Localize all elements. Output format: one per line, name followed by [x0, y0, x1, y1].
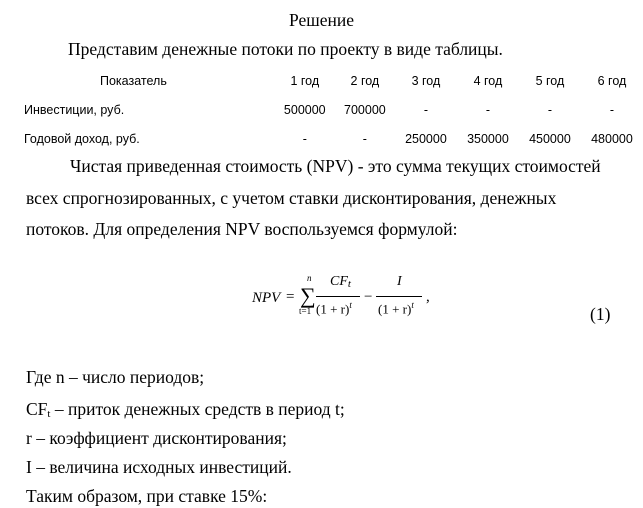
fraction1-denominator: $(1 + r)^t$ [316, 300, 352, 317]
table-cell: 350000 [467, 131, 509, 146]
sigma-icon: ∑ [300, 283, 316, 308]
table-cell: - [609, 102, 615, 117]
table-header-row [24, 66, 643, 95]
solution-heading: Решение [288, 10, 354, 30]
fraction2-bar [376, 296, 422, 297]
header-cell-year2: 2 год [350, 73, 380, 88]
formula-equals: = [286, 289, 295, 305]
def-i: I – величина исходных инвестиций. [26, 457, 292, 477]
thus-text: Таким образом, при ставке 15%: [26, 486, 268, 506]
npv-line-1: Чистая приведенная стоимость (NPV) - это сумма текущих стоимостей [70, 156, 601, 176]
npv-line-2: всех спрогнозированных, с учетом ставки дисконтирования, денежных [26, 187, 557, 208]
fraction1-bar [316, 296, 360, 297]
table-cell: 450000 [529, 131, 571, 146]
table-cell: - [362, 131, 367, 146]
equation-number: (1) [590, 304, 611, 324]
fraction2-numerator: I [397, 274, 402, 289]
npv-paragraph [26, 151, 616, 246]
header-cell-indicator: Показатель [100, 73, 167, 88]
def-cf: $CF_t$ – приток денежных средств в период t; [26, 399, 345, 420]
npv-line-3: потоков. Для определения NPV воспользуемся формулой: [26, 219, 458, 239]
cash-flow-table [24, 66, 643, 153]
header-cell-year5: 5 год [535, 73, 565, 88]
formula-comma: , [426, 289, 430, 305]
header-cell-year3: 3 год [411, 73, 441, 88]
def-r: r – коэффициент дисконтирования; [26, 428, 287, 448]
sum-lower-limit: t=1 [299, 306, 312, 316]
table-cell: - [302, 131, 307, 146]
fraction2-denominator: $(1 + r)^t$ [378, 300, 414, 317]
fraction1-numerator: $CF_t$ [330, 274, 351, 290]
formula-lhs: NPV [252, 290, 281, 306]
table-cell: 480000 [591, 131, 633, 146]
table-cell: - [547, 102, 552, 117]
table-cell: - [485, 102, 490, 117]
formula-minus: − [364, 289, 373, 305]
table-cell: 700000 [344, 102, 386, 117]
header-cell-year6: 6 год [597, 73, 627, 88]
header-cell-year1: 1 год [290, 73, 320, 88]
row-label-investments: Инвестиции, руб. [24, 102, 125, 117]
table-cell: - [423, 102, 428, 117]
row-label-income: Годовой доход, руб. [24, 131, 140, 146]
table-cell: 250000 [405, 131, 447, 146]
table-row-investments [24, 95, 643, 124]
sum-upper-limit: n [307, 273, 312, 283]
table-cell: 500000 [283, 102, 326, 117]
def-n: Где n – число периодов; [26, 367, 205, 387]
intro-text: Представим денежные потоки по проекту в виде таблицы. [68, 39, 503, 59]
table-row-income [24, 124, 643, 153]
header-cell-year4: 4 год [473, 73, 503, 88]
npv-formula [238, 268, 438, 328]
